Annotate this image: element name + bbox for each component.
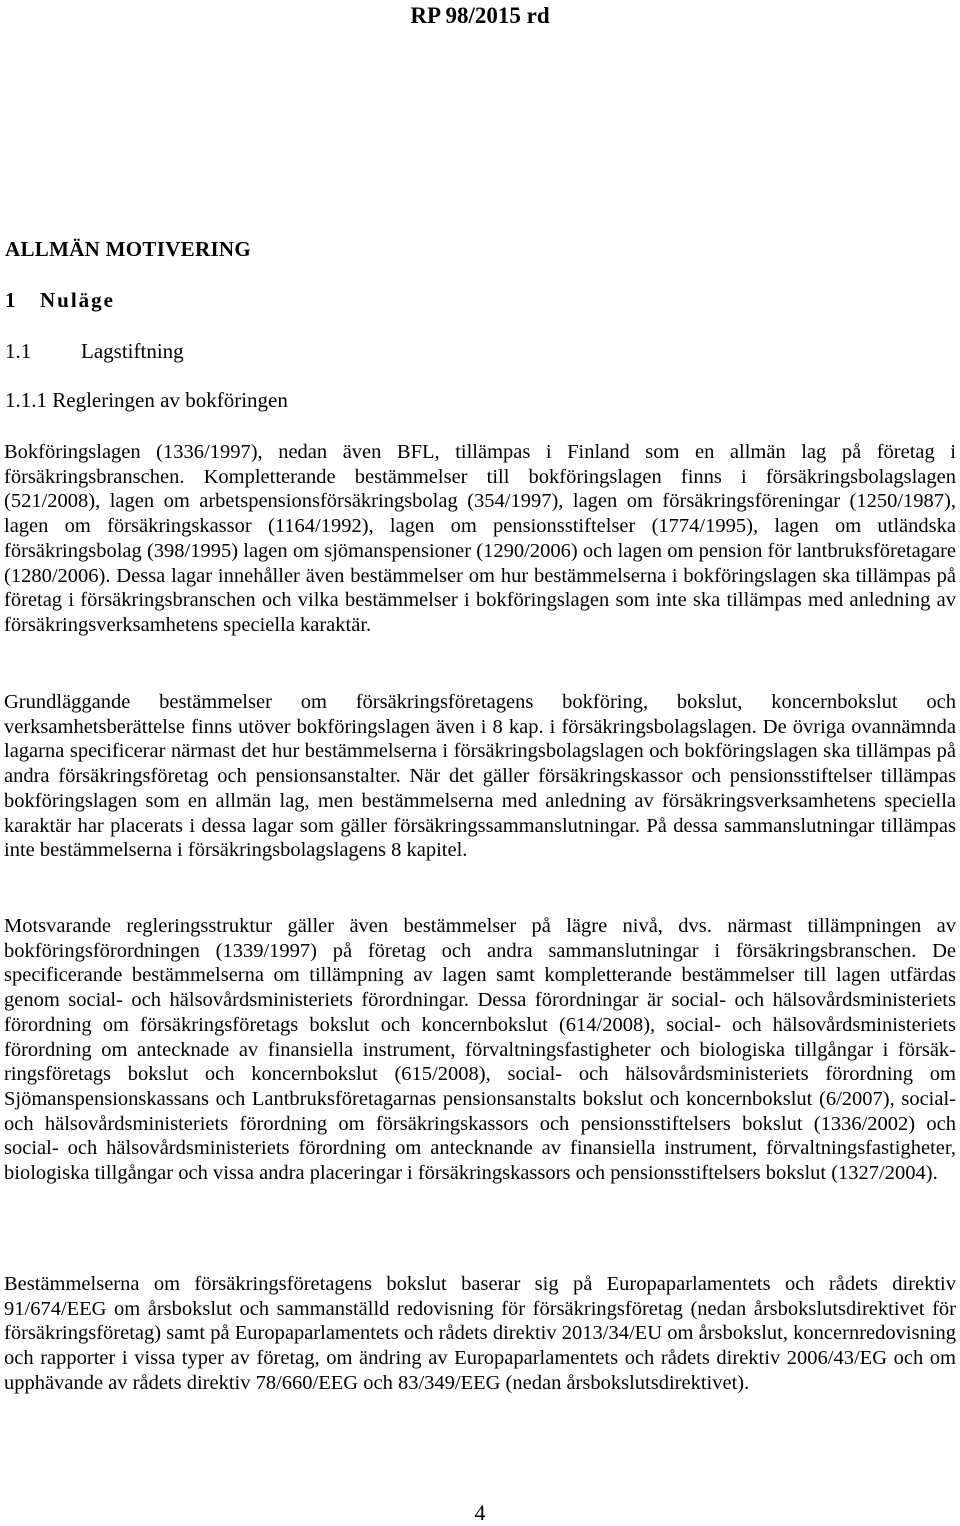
body-paragraph: Bokföringslagen (1336/1997), nedan även BFL, tillämpas i Finland som en allmän lag på företag i försäkringsbranschen. Kompletterande bestämmelser till bokföringslagen finns i försäkringsbolagslagen (521/2008), lagen om arbetspensionsförsäkringsbolag (354/1997), lagen om försäkringsföreningar (1250/1987), lagen om försäkringskassor (1164/1992), lagen om pensionsstiftelser (1774/1995), lagen om utländska försäkringsbolag (398/1995) lagen om sjömanspensioner (1290/2006) och lagen om pension för lantbruksföretagare (1280/2006). Dessa lagar innehåller även bestämmelser om hur bestämmelserna i bokföringslagen ska tillämpas på företag i försäkringsbranschen och vilka bestämmelser i bokföringslagen som inte ska tillämpas med anledning av försäkringsverksamhetens speciella karaktär. xyxy=(4,441,956,636)
section-title: Nuläge xyxy=(40,288,115,312)
subsection-number: 1.1 xyxy=(5,339,32,363)
body-paragraph: Motsvarande regleringsstruktur gäller även bestämmelser på lägre nivå, dvs. närmast tillämpningen av bokföringsförordningen (1339/1997) på företag och andra sammanslutningar i försäkringsbranschen. De specificerande bestämmelserna om tillämpning av lagen samt kompletterande bestämmelser till lagen utfärdas genom social- och hälsovårdsministeriets förordningar. Dessa förordningar är social- och hälsovårdsministeriets förordning om försäkringsföretags bokslut och koncernbokslut (614/2008), social- och hälsovårdsministeriets förordning om antecknade av finansiella instrument, förvaltningsfastigheter och biologiska tillgångar i försäkringsföretags bokslut och koncernbokslut (615/2008), social- och hälsovårdsministeriets förordning om Sjömanspensionskassans och Lantbruksföretagarnas pensionsanstalts bokslut och koncernbokslut (6/2007), social- och hälsovårdsministeriets förordning om försäkringskassors och pensionsstiftelsers bokslut (1336/2002) och social- och hälsovårdsministeriets förordning om antecknande av finansiella instrument, förvaltningsfastigheter, biologiska tillgångar och vissa andra placeringar i försäkringskassors och pensionsstiftelsers bokslut (1327/2004). xyxy=(4,915,956,1185)
page-number: 4 xyxy=(474,1500,486,1525)
subsection-heading xyxy=(5,338,184,364)
document-id-header: RP 98/2015 rd xyxy=(410,3,550,28)
section-heading xyxy=(5,287,115,313)
subsection-title: Lagstiftning xyxy=(81,339,184,363)
section-number: 1 xyxy=(5,288,16,312)
subsubsection-heading: 1.1.1 Regleringen av bokföringen xyxy=(5,388,288,412)
main-heading: ALLMÄN MOTIVERING xyxy=(5,237,252,261)
body-paragraph: Bestämmelserna om försäkringsföretagens bokslut baserar sig på Europaparlamentets och rådets direktiv 91/674/EEG om årsbokslut och sammanställd redovisning för försäkringsföretag (nedan årsbokslutsdirektivet för försäkringsföretag) samt på Europaparlamentets och rådets direktiv 2013/34/EU om årsbokslut, koncernredovisning och rapporter i vissa typer av företag, om ändring av Europaparlamentets och rådets direktiv 2006/43/EG och om upphävande av rådets direktiv 78/660/EEG och 83/349/EEG (nedan årsbokslutsdirektivet). xyxy=(4,1273,956,1394)
body-paragraph: Grundläggande bestämmelser om försäkringsföretagens bokföring, bokslut, koncernbokslut och verksamhetsberättelse finns utöver bokföringslagen även i 8 kap. i försäkringsbolagslagen. De övriga ovannämnda lagarna specificerar närmast det hur bestämmelserna i försäkringsbolagslagen och bokföringslagen ska tillämpas på andra försäkringsföretag och pensionsanstalter. När det gäller försäkringskassor och pensionsstiftelser tillämpas bokföringslagen som en allmän lag, men bestämmelserna med anledning av försäkringsverksamhetens speciella karaktär har placerats i dessa lagar som gäller försäkringssammanslutningar. På dessa sammanslutningar tillämpas inte bestämmelserna i försäkringsbolagslagens 8 kapitel. xyxy=(4,691,956,862)
